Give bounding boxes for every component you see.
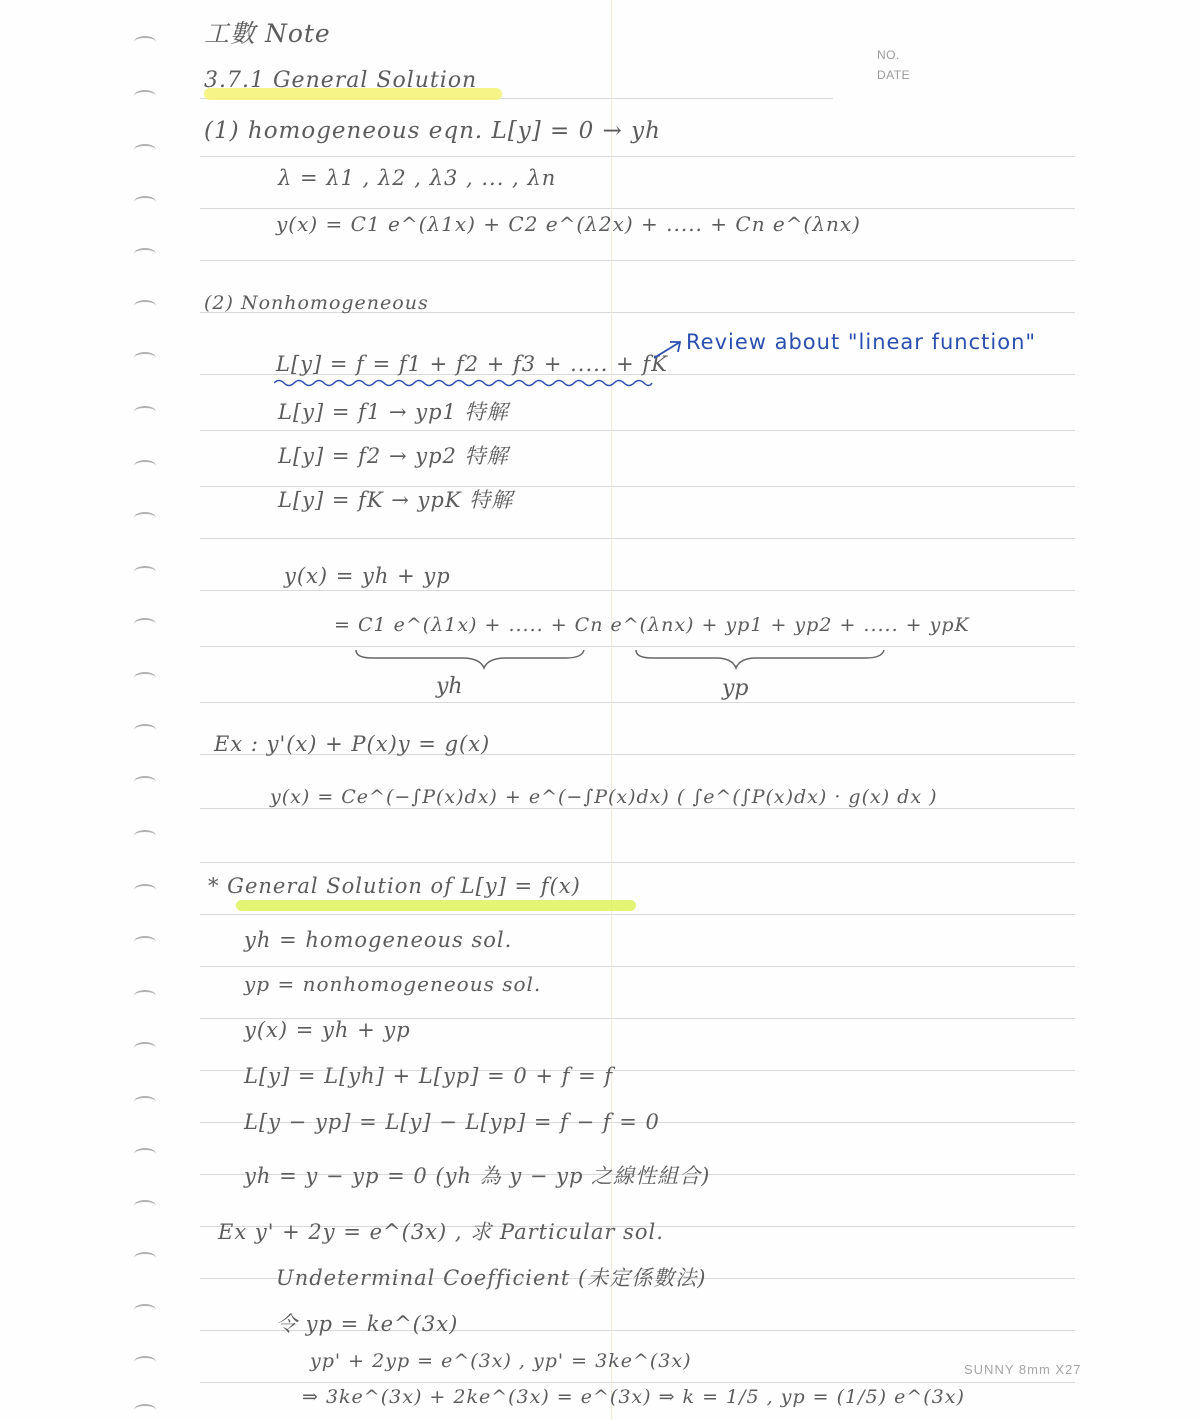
general-line-4: L[y] = L[yh] + L[yp] = 0 + f = f <box>244 1064 614 1088</box>
binder-hole <box>134 776 156 788</box>
binder-hole <box>134 672 156 684</box>
binder-hole <box>134 248 156 260</box>
brace-label-yp: yp <box>722 676 749 701</box>
ruled-line <box>200 1382 1075 1383</box>
example1-equation: Ex : y'(x) + P(x)y = g(x) <box>214 732 491 756</box>
ruled-line <box>200 590 1075 591</box>
homogeneous-title: (1) homogeneous eqn. L[y] = 0 → yh <box>204 118 661 144</box>
binder-hole <box>134 460 156 472</box>
homogeneous-solution: y(x) = C1 e^(λ1x) + C2 e^(λ2x) + ..... + Cn e^(λnx) <box>276 212 861 236</box>
example2-title: Ex y' + 2y = e^(3x) , 求 Particular sol. <box>218 1220 664 1244</box>
binder-hole <box>134 512 156 524</box>
ruled-line <box>200 430 1075 431</box>
binder-hole <box>134 936 156 948</box>
particular-line-3: L[y] = fK → ypK 特解 <box>278 488 514 512</box>
binder-hole <box>134 884 156 896</box>
binder-hole <box>134 1252 156 1264</box>
underbraces <box>352 648 892 670</box>
example2-let: 令 yp = ke^(3x) <box>276 1312 459 1336</box>
binder-hole <box>134 300 156 312</box>
binder-hole <box>134 830 156 842</box>
general-line-5: L[y − yp] = L[y] − L[yp] = f − f = 0 <box>244 1110 660 1134</box>
ruled-line <box>200 914 1075 915</box>
general-line-2: yp = nonhomogeneous sol. <box>244 972 542 996</box>
binder-hole <box>134 1148 156 1160</box>
ruled-line <box>200 156 1075 157</box>
section-heading: 3.7.1 General Solution <box>204 68 478 93</box>
binder-hole <box>134 196 156 208</box>
date-label: DATE <box>877 68 911 82</box>
no-label: NO. <box>877 48 900 62</box>
binder-hole <box>134 90 156 102</box>
wavy-underline <box>274 378 654 388</box>
binder-hole <box>134 1356 156 1368</box>
page-title: 工數 Note <box>204 19 331 48</box>
sum-line-2: = C1 e^(λ1x) + ..... + Cn e^(λnx) + yp1 + yp2 + ..... + ypK <box>334 614 970 636</box>
nonhomogeneous-equation: L[y] = f = f1 + f2 + f3 + ..... + fK <box>276 352 668 376</box>
notebook-brand: SUNNY 8mm X27 <box>964 1362 1082 1377</box>
general-line-1: yh = homogeneous sol. <box>244 928 513 952</box>
binder-hole <box>134 1404 156 1416</box>
particular-line-2: L[y] = f2 → yp2 特解 <box>278 444 509 468</box>
binder-hole <box>134 990 156 1002</box>
binder-hole <box>134 724 156 736</box>
binder-hole <box>134 144 156 156</box>
ruled-line <box>200 702 1075 703</box>
binder-hole <box>134 1096 156 1108</box>
arrow-icon <box>652 338 686 362</box>
binder-hole <box>134 1304 156 1316</box>
ruled-line <box>200 646 1075 647</box>
ruled-line <box>200 808 1075 809</box>
binder-hole <box>134 352 156 364</box>
ruled-line <box>200 538 1075 539</box>
example2-method: Undeterminal Coefficient (未定係數法) <box>276 1266 707 1290</box>
homogeneous-roots: λ = λ1 , λ2 , λ3 , ... , λn <box>278 166 557 190</box>
general-line-6: yh = y − yp = 0 (yh 為 y − yp 之線性組合) <box>244 1164 711 1188</box>
example1-solution: y(x) = Ce^(−∫P(x)dx) + e^(−∫P(x)dx) ( ∫e^(∫P(x)dx) · g(x) dx ) <box>270 786 938 808</box>
binder-hole <box>134 618 156 630</box>
brace-label-yh: yh <box>436 674 463 699</box>
general-line-3: y(x) = yh + yp <box>244 1018 411 1042</box>
sum-line-1: y(x) = yh + yp <box>284 564 451 588</box>
binder-hole <box>134 36 156 48</box>
ruled-line <box>200 260 1075 261</box>
binder-hole <box>134 1200 156 1212</box>
review-note: Review about "linear function" <box>686 330 1037 354</box>
ruled-line <box>200 208 1075 209</box>
ruled-line <box>200 966 1075 967</box>
binder-hole <box>134 566 156 578</box>
particular-line-1: L[y] = f1 → yp1 特解 <box>278 400 509 424</box>
binder-hole <box>134 406 156 418</box>
general-heading: * General Solution of L[y] = f(x) <box>208 874 581 898</box>
ruled-line <box>200 862 1075 863</box>
nonhomogeneous-title: (2) Nonhomogeneous <box>204 292 429 314</box>
example2-step1: yp' + 2yp = e^(3x) , yp' = 3ke^(3x) <box>310 1350 692 1372</box>
example2-step2: ⇒ 3ke^(3x) + 2ke^(3x) = e^(3x) ⇒ k = 1/5 , yp = (1/5) e^(3x) <box>302 1386 965 1408</box>
general-heading-highlight <box>236 900 636 911</box>
binder-hole <box>134 1042 156 1054</box>
